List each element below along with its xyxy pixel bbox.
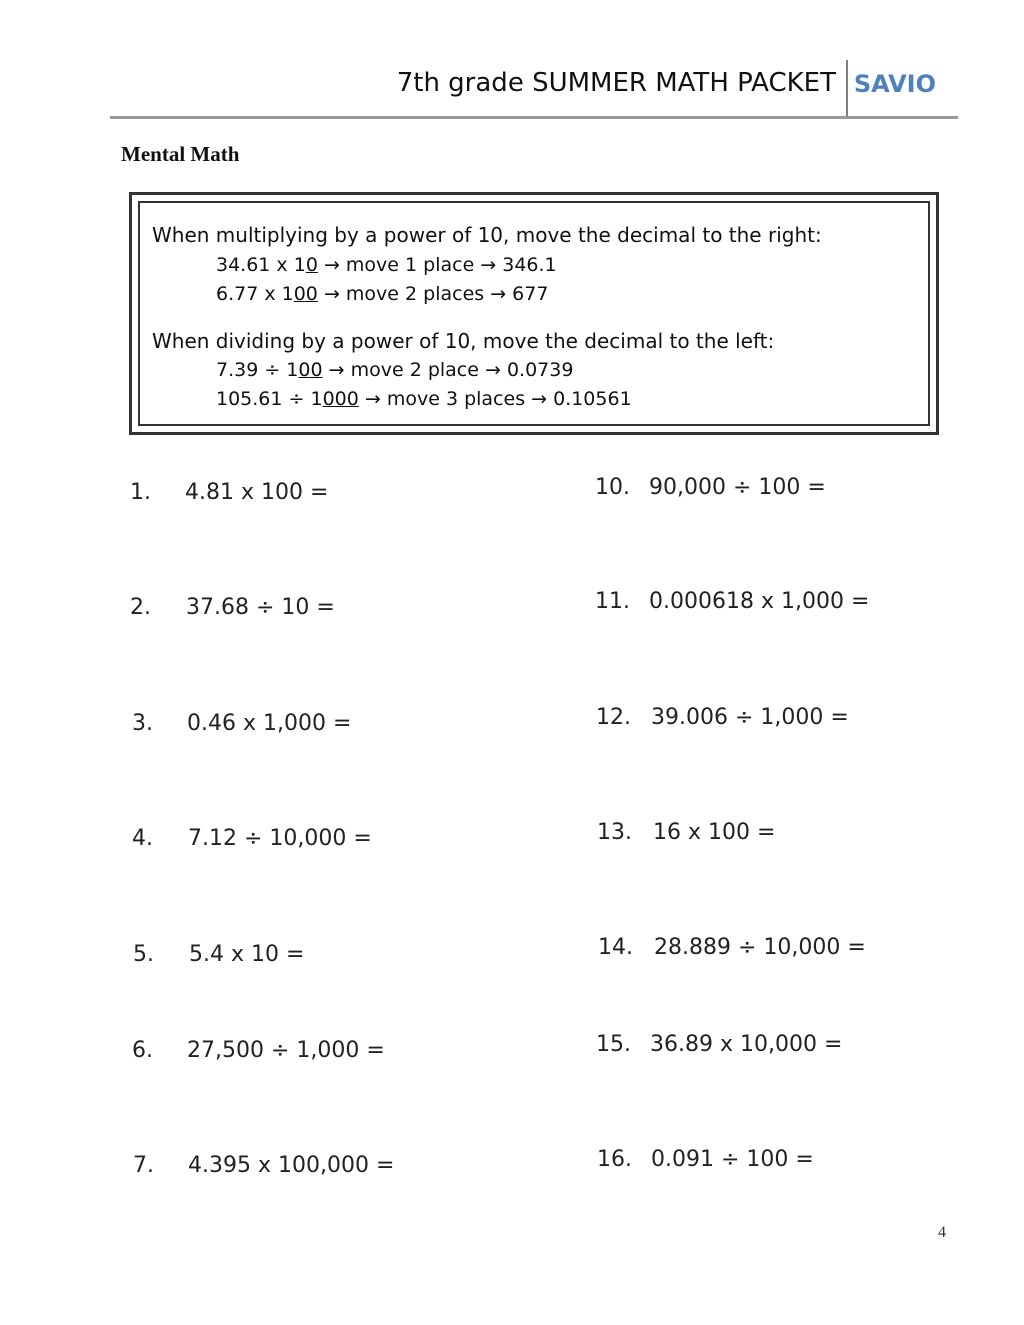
page-number: 4 — [938, 1224, 946, 1241]
example-underlined-zeros: 0 — [305, 254, 318, 276]
problem-expression: 0.000618 x 1,000 = — [649, 589, 870, 614]
problem-number: 5. — [133, 942, 154, 967]
problem-number: 12. — [596, 705, 631, 730]
multiply-example — [216, 283, 548, 305]
example-operands: 34.61 x 1 — [216, 254, 306, 276]
multiply-example — [216, 254, 557, 276]
problem-number: 7. — [133, 1153, 154, 1178]
problem-expression: 39.006 ÷ 1,000 = — [651, 705, 849, 730]
page-header — [110, 58, 958, 119]
example-result: → move 1 place → 346.1 — [317, 254, 557, 276]
problem-16 — [597, 1147, 814, 1172]
example-underlined-zeros: 00 — [298, 359, 323, 381]
problem-number: 4. — [132, 826, 153, 851]
problem-11 — [595, 589, 870, 614]
example-operands: 105.61 ÷ 1 — [216, 388, 323, 410]
example-result: → move 2 place → 0.0739 — [322, 359, 574, 381]
divide-example — [216, 359, 573, 381]
brand-label: SAVIO — [853, 70, 936, 98]
divide-rule-heading: When dividing by a power of 10, move the decimal to the left: — [152, 329, 775, 353]
problem-expression: 5.4 x 10 = — [189, 942, 305, 967]
problem-number: 13. — [597, 820, 632, 845]
problem-12 — [596, 705, 849, 730]
problem-1 — [130, 480, 329, 505]
problem-expression: 4.81 x 100 = — [185, 480, 329, 505]
problem-expression: 36.89 x 10,000 = — [650, 1032, 843, 1057]
rules-box — [129, 192, 939, 435]
problem-expression: 28.889 ÷ 10,000 = — [654, 935, 866, 960]
multiply-rule-heading: When multiplying by a power of 10, move the decimal to the right: — [152, 223, 822, 247]
problem-2 — [130, 595, 335, 620]
problem-expression: 0.091 ÷ 100 = — [651, 1147, 814, 1172]
example-operands: 6.77 x 1 — [216, 283, 294, 305]
problem-expression: 37.68 ÷ 10 = — [186, 595, 335, 620]
example-result: → move 2 places → 677 — [317, 283, 549, 305]
problem-expression: 27,500 ÷ 1,000 = — [187, 1038, 385, 1063]
problem-10 — [595, 475, 826, 500]
problem-number: 14. — [598, 935, 633, 960]
example-underlined-zeros: 00 — [293, 283, 318, 305]
divide-example — [216, 388, 632, 410]
example-operands: 7.39 ÷ 1 — [216, 359, 299, 381]
problem-expression: 0.46 x 1,000 = — [187, 711, 352, 736]
example-result: → move 3 places → 0.10561 — [358, 388, 632, 410]
problem-15 — [596, 1032, 843, 1057]
problem-expression: 7.12 ÷ 10,000 = — [188, 826, 372, 851]
example-underlined-zeros: 000 — [322, 388, 359, 410]
problem-3 — [132, 711, 352, 736]
problem-5 — [133, 942, 305, 967]
problem-number: 16. — [597, 1147, 632, 1172]
problem-number: 15. — [596, 1032, 631, 1057]
problem-expression: 16 x 100 = — [653, 820, 776, 845]
problem-6 — [132, 1038, 385, 1063]
page-title: 7th grade SUMMER MATH PACKET — [396, 68, 836, 98]
problem-14 — [598, 935, 866, 960]
problem-number: 6. — [132, 1038, 153, 1063]
problem-4 — [132, 826, 372, 851]
problem-number: 10. — [595, 475, 630, 500]
section-title: Mental Math — [121, 142, 240, 166]
problem-expression: 90,000 ÷ 100 = — [649, 475, 826, 500]
header-divider — [846, 60, 848, 116]
problem-expression: 4.395 x 100,000 = — [188, 1153, 395, 1178]
problem-13 — [597, 820, 776, 845]
problem-number: 2. — [130, 595, 151, 620]
problem-7 — [133, 1153, 395, 1178]
problem-number: 1. — [130, 480, 151, 505]
problem-number: 3. — [132, 711, 153, 736]
problem-number: 11. — [595, 589, 630, 614]
